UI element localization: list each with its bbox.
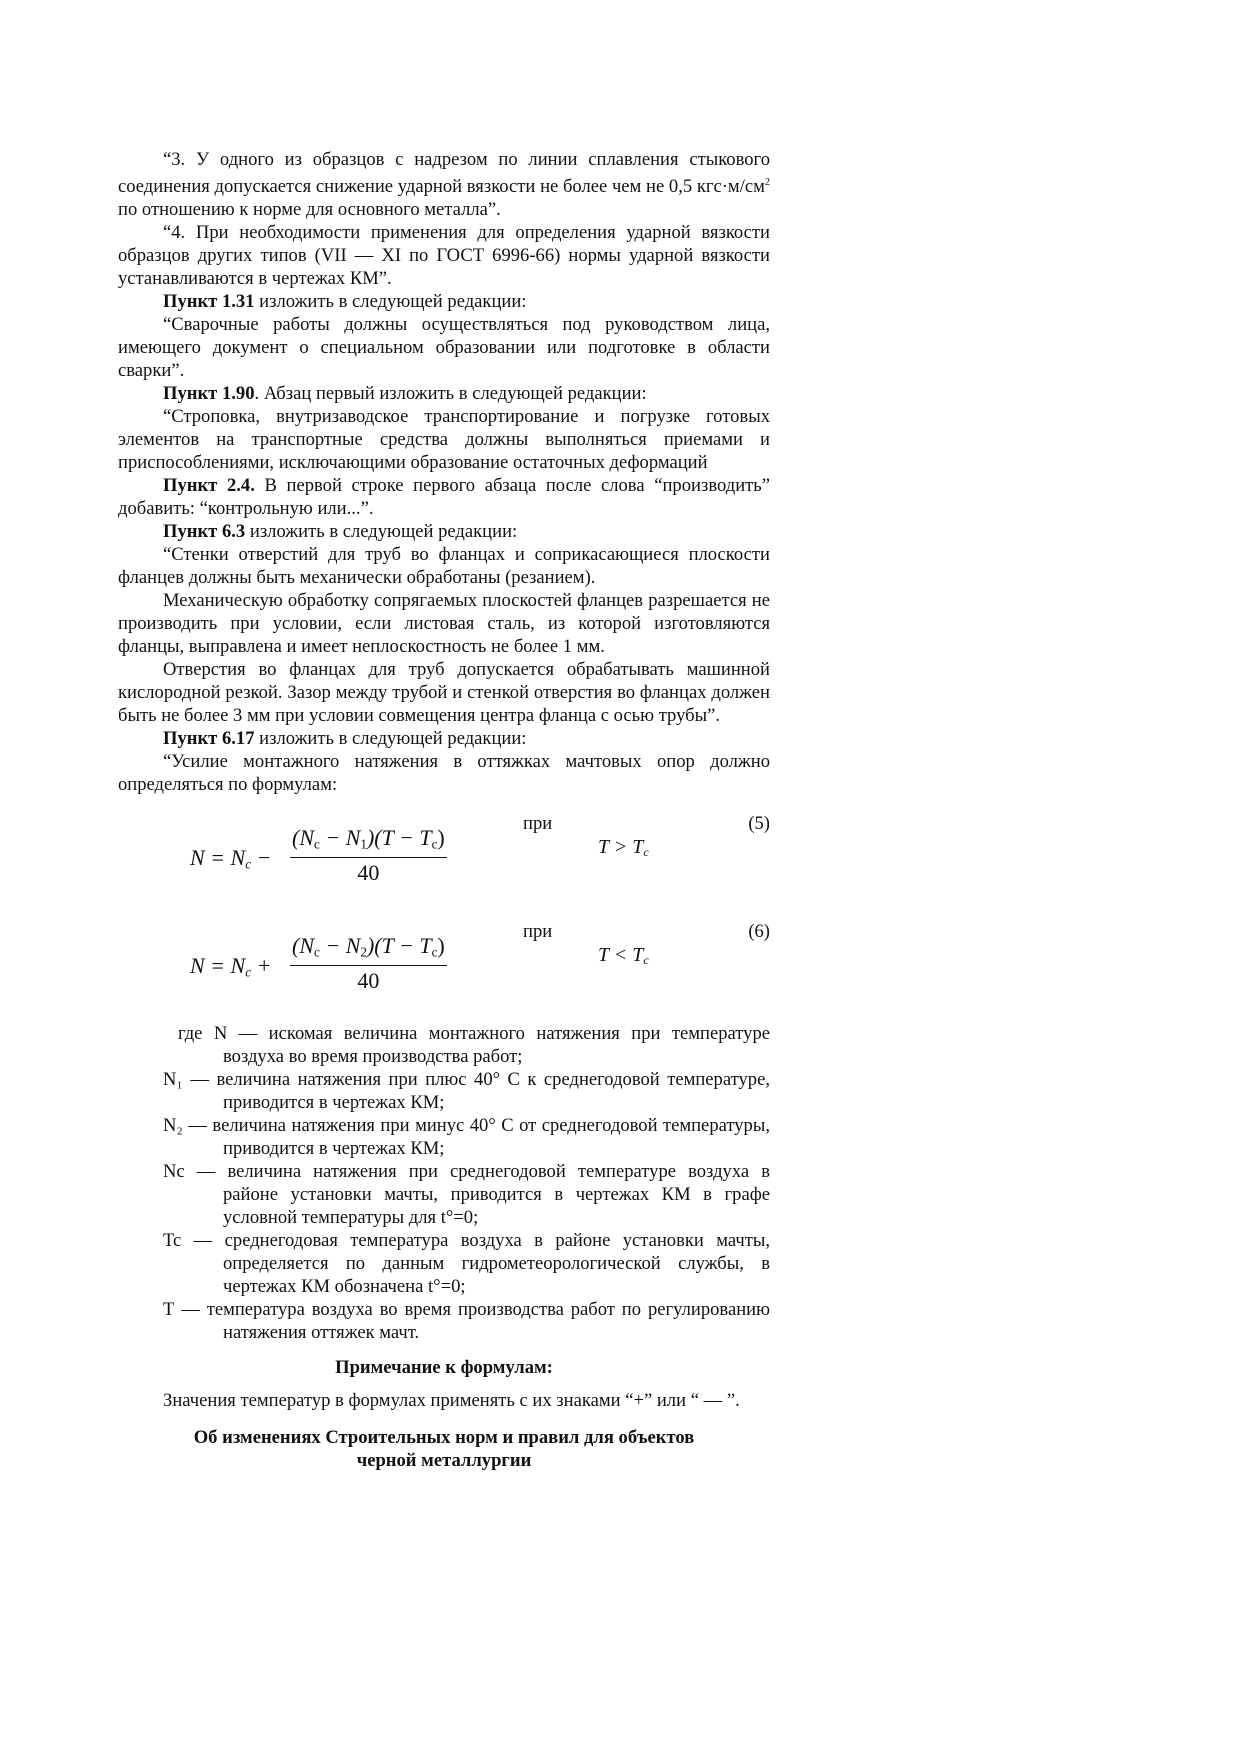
formula-6 bbox=[118, 914, 770, 1022]
formula-condition: $T < T_c$ bbox=[598, 944, 649, 968]
section-heading-line-1: Об изменениях Строительных норм и правил для объектов bbox=[193, 1427, 695, 1449]
equation-number: (6) bbox=[748, 921, 770, 943]
clause-6-3: Пункт 6.3 изложить в следующей редакции: bbox=[163, 521, 518, 543]
formula-denominator: 40 bbox=[357, 860, 380, 886]
formula-condition-word: при bbox=[523, 921, 553, 943]
formula-numerator: $(N_c - N_1)(T - T_c)$ bbox=[290, 826, 447, 858]
definition-n: где N — искомая величина монтажного натяжения при температуре воздуха во время производства работ; bbox=[178, 1023, 770, 1068]
formula-condition-word: при bbox=[523, 813, 553, 835]
note-heading: Примечание к формулам: bbox=[335, 1357, 553, 1379]
paragraph-4: “4. При необходимости применения для определения ударной вязкости образцов других типов (VII — XI по ГОСТ 6996-66) нормы ударной вязкости устанавливаются в чертежах КМ”. bbox=[118, 222, 770, 290]
definition-t: Т — температура воздуха во время производства работ по регулированию натяжения оттяжек мачт. bbox=[163, 1299, 770, 1344]
document-page bbox=[118, 148, 770, 1472]
formula-condition: $T > T_c$ bbox=[598, 836, 649, 860]
formula-lhs: $N = N_c$ − bbox=[190, 845, 272, 872]
definition-tc: Tc — среднегодовая температура воздуха в районе установки мачты, определяется по данным гидрометеорологической службы, в чертежах КМ обозначена t°=0; bbox=[163, 1230, 770, 1298]
cutting-paragraph: Отверстия во фланцах для труб допускается обрабатывать машинной кислородной резкой. Зазор между трубой и стенкой отверстия во фланцах должен быть не более 3 мм при условии совмещения центра фланца с осью трубы”. bbox=[118, 659, 770, 727]
clause-1-90: Пункт 1.90. Абзац первый изложить в следующей редакции: bbox=[163, 383, 647, 405]
holes-paragraph: “Стенки отверстий для труб во фланцах и соприкасающиеся плоскости фланцев должны быть механически обработаны (резанием). bbox=[118, 544, 770, 589]
section-heading bbox=[118, 1426, 770, 1472]
definition-n2: N₂ — величина натяжения при минус 40° С от среднегодовой температуры, приводится в чертежах КМ; bbox=[163, 1115, 770, 1160]
tension-paragraph: “Усилие монтажного натяжения в оттяжках мачтовых опор должно определяться по формулам: bbox=[118, 751, 770, 796]
formula-numerator: $(N_c - N_2)(T - T_c)$ bbox=[290, 934, 447, 966]
section-heading-line-2: черной металлургии bbox=[356, 1450, 532, 1472]
formula-denominator: 40 bbox=[357, 968, 380, 994]
clause-2-4: Пункт 2.4. В первой строке первого абзаца после слова “производить” добавить: “контрольную или...”. bbox=[118, 475, 770, 520]
definition-n1: N₁ — величина натяжения при плюс 40° С к среднегодовой температуре, приводится в чертежах КМ; bbox=[163, 1069, 770, 1114]
definition-nc: Nc — величина натяжения при среднегодовой температуре воздуха в районе установки мачты, приводится в чертежах КМ в графе условной температуры для t°=0; bbox=[163, 1161, 770, 1229]
welding-paragraph: “Сварочные работы должны осуществляться под руководством лица, имеющего документ о специальном образовании или подготовке в области сварки”. bbox=[118, 314, 770, 382]
clause-1-31: Пункт 1.31 изложить в следующей редакции: bbox=[163, 291, 527, 313]
formula-fraction bbox=[290, 934, 447, 992]
equation-number: (5) bbox=[748, 813, 770, 835]
formula-5 bbox=[118, 806, 770, 914]
note-text: Значения температур в формулах применять с их знаками “+” или “ — ”. bbox=[163, 1390, 740, 1412]
paragraph-3: “3. У одного из образцов с надрезом по линии сплавления стыкового соединения допускается снижение ударной вязкости не более чем не 0,5 $кгс\cdot м/см^2$ по отношению к норме для основного металла”. bbox=[118, 149, 770, 221]
slinging-paragraph: “Строповка, внутризаводское транспортирование и погрузке готовых элементов на транспортные средства должны выполняться приемами и приспособлениями, исключающими образование остаточных деформаций bbox=[118, 406, 770, 474]
formula-lhs: $N = N_c$ + bbox=[190, 953, 272, 980]
clause-6-17: Пункт 6.17 изложить в следующей редакции: bbox=[163, 728, 527, 750]
machining-paragraph: Механическую обработку сопрягаемых плоскостей фланцев разрешается не производить при условии, если листовая сталь, из которой изготовляются фланцы, выправлена и имеет неплоскостность не более 1 мм. bbox=[118, 590, 770, 658]
formula-fraction bbox=[290, 826, 447, 884]
